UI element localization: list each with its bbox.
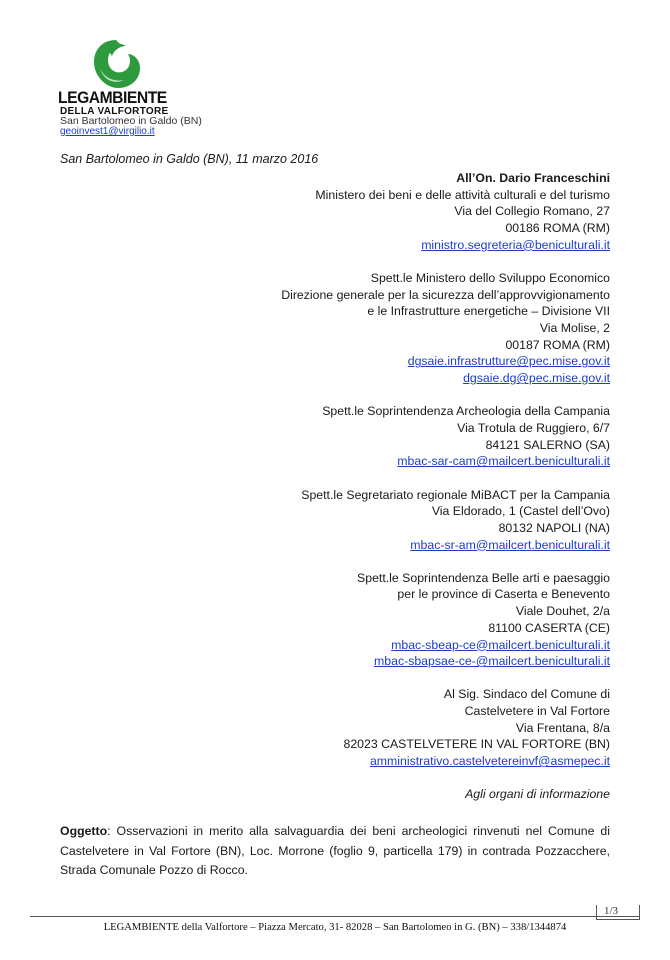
recipients-list	[190, 170, 610, 820]
recipient-block	[190, 786, 610, 803]
sender-email-link[interactable]: geoinvest1@virgilio.it	[60, 126, 155, 137]
recipient-line: 00186 ROMA (RM)	[505, 221, 610, 236]
recipient-line: 00187 ROMA (RM)	[505, 337, 610, 352]
recipient-line: Spett.le Soprintendenza Belle arti e paesaggio	[357, 570, 610, 585]
recipient-line: Via Frentana, 8/a	[515, 720, 610, 735]
page-number: 1/3	[604, 905, 619, 917]
recipient-line: Spett.le Soprintendenza Archeologia della Campania	[322, 404, 610, 419]
recipient-line: Direzione generale per la sicurezza dell’approvvigionamento	[281, 287, 610, 302]
recipient-email-link[interactable]: ministro.segreteria@beniculturali.it	[421, 237, 610, 252]
recipient-email-link[interactable]: mbac-sbeap-ce@mailcert.beniculturali.it	[391, 637, 610, 652]
recipient-email-link[interactable]: amministrativo.castelvetereinvf@asmepec.it	[369, 754, 610, 769]
recipient-line: 81100 CASERTA (CE)	[488, 620, 610, 635]
footer-divider	[30, 916, 639, 917]
recipient-line: 80132 NAPOLI (NA)	[498, 520, 610, 535]
recipient-line: Via Trotula de Ruggiero, 6/7	[457, 420, 610, 435]
recipient-block	[190, 686, 610, 769]
sender-town: San Bartolomeo in Galdo (BN)	[60, 115, 202, 127]
recipient-block	[190, 170, 610, 253]
swan-logo-icon	[88, 38, 144, 90]
recipient-block	[190, 270, 610, 387]
subject-text: : Osservazioni in merito alla salvaguardia dei beni archeologici rinvenuti nel Comune di Castelvetere in Val Fortore (BN), Loc. Morrone (foglio 9, particella 179) in contrada Pozzacchere, Strada Comunale Pozzo di Rocco.	[60, 824, 610, 877]
recipient-line: Ministero dei beni e delle attività culturali e del turismo	[315, 187, 610, 202]
org-subtitle: DELLA VALFORTORE	[60, 106, 169, 117]
recipient-line: All’On. Dario Franceschini	[456, 171, 610, 185]
recipient-line: Agli organi di informazione	[465, 787, 610, 802]
recipient-email-link[interactable]: dgsaie.infrastrutture@pec.mise.gov.it	[407, 354, 610, 369]
recipient-line: Al Sig. Sindaco del Comune di	[443, 687, 610, 702]
recipient-block	[190, 403, 610, 470]
recipient-line: Castelvetere in Val Fortore	[464, 704, 610, 719]
recipient-block	[190, 570, 610, 670]
recipient-email-link[interactable]: mbac-sar-cam@mailcert.beniculturali.it	[397, 454, 610, 469]
recipient-line: Spett.le Segretariato regionale MiBACT per la Campania	[301, 487, 610, 502]
recipient-line: Via del Collegio Romano, 27	[454, 204, 610, 219]
recipient-line: e le Infrastrutture energetiche – Divisione VII	[367, 304, 610, 319]
recipient-email-link[interactable]: mbac-sbapsae-ce-@mailcert.beniculturali.it	[374, 654, 610, 669]
recipient-line: Via Eldorado, 1 (Castel dell’Ovo)	[431, 504, 610, 519]
recipient-line: 84121 SALERNO (SA)	[485, 437, 610, 452]
recipient-line: Spett.le Ministero dello Sviluppo Economico	[370, 270, 610, 285]
subject-paragraph	[60, 822, 610, 881]
place-date: San Bartolomeo in Galdo (BN), 11 marzo 2016	[60, 152, 319, 166]
recipient-email-link[interactable]: mbac-sr-am@mailcert.beniculturali.it	[410, 537, 610, 552]
recipient-line: Viale Douhet, 2/a	[515, 604, 610, 619]
footer-address: LEGAMBIENTE della Valfortore – Piazza Mercato, 31- 82028 – San Bartolomeo in G. (BN) – 338/1344874	[103, 922, 567, 933]
subject-label: Oggetto	[60, 824, 108, 838]
recipient-email-link[interactable]: dgsaie.dg@pec.mise.gov.it	[463, 371, 610, 386]
org-name: LEGAMBIENTE	[58, 88, 167, 107]
recipient-line: Via Molise, 2	[539, 321, 610, 335]
recipient-line: per le province di Caserta e Benevento	[397, 587, 610, 602]
recipient-line: 82023 CASTELVETERE IN VAL FORTORE (BN)	[343, 737, 610, 752]
recipient-block	[190, 487, 610, 554]
